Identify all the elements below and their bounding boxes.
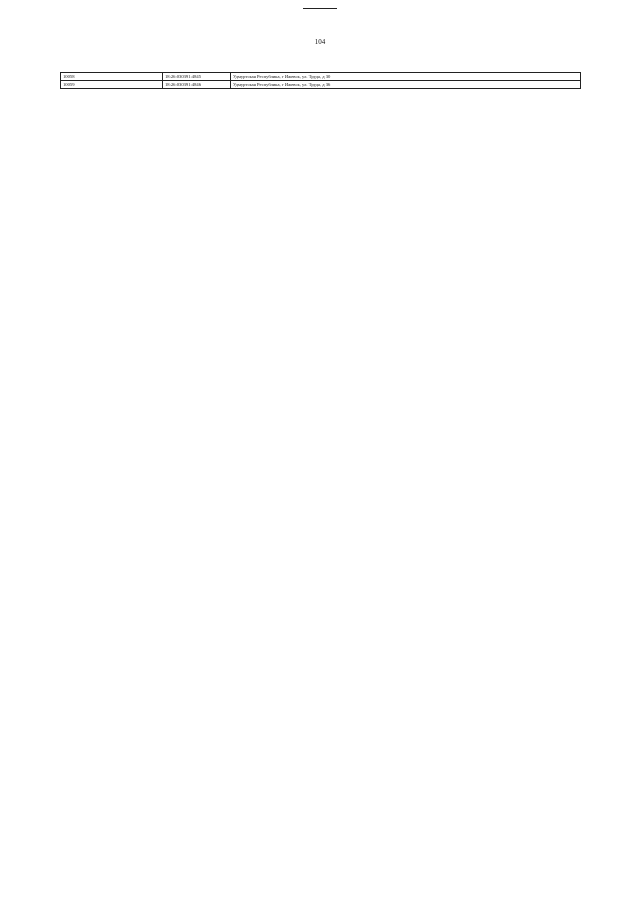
top-mark: [303, 8, 337, 9]
address-cell: Удмуртская Республика, г Ижевск, ул. Труда, д 30: [231, 73, 581, 81]
address-cell: Удмуртская Республика, г Ижевск, ул. Труда, д 36: [231, 81, 581, 89]
table-row: [61, 81, 581, 89]
register-body: [61, 73, 581, 89]
row-number-cell: 10058: [61, 73, 163, 81]
register-table: [60, 72, 581, 89]
cadastral-number-cell: 18:26:030391:4846: [163, 81, 231, 89]
row-number-cell: 10059: [61, 81, 163, 89]
table-row: [61, 73, 581, 81]
page-number: 104: [314, 38, 326, 46]
cadastral-number-cell: 18:26:030391:4845: [163, 73, 231, 81]
